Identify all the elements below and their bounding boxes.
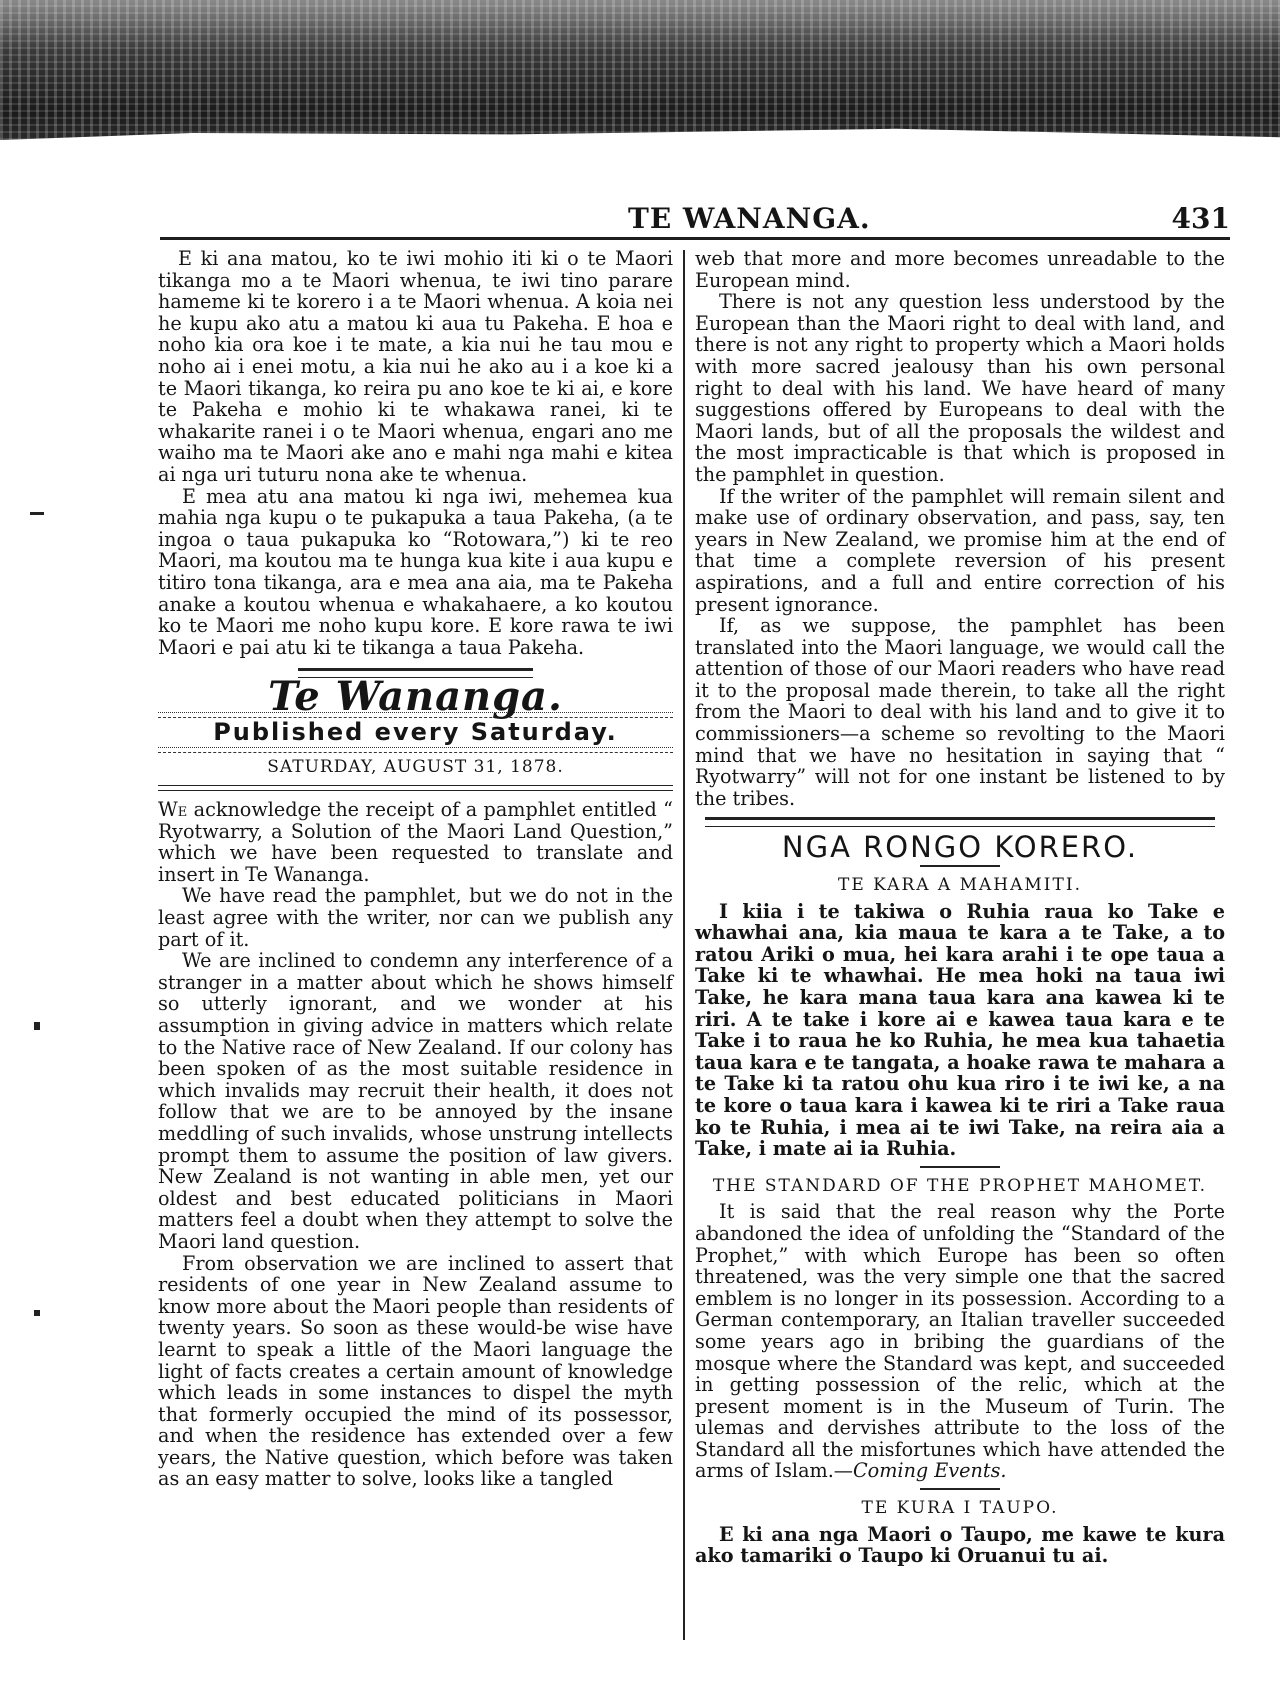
article-source: Coming Events. [853,1459,1007,1483]
article-heading: TE KURA I TAUPO. [861,1498,1059,1519]
margin-mark [30,512,44,515]
editorial-text: acknowledge the receipt of a pamphlet entitled “ Ryotwarry, a Solution of the Maori Land Question,” which we have been requested to translate and insert in Te Wananga. [158,798,673,886]
section-rule [705,817,1215,827]
double-rule [158,785,673,791]
maori-paragraph: E ki ana matou, ko te iwi mohio iti ki o te Maori tikanga mo a te Maori whenua, te iwi tino parare hameme ki te korero i a te Maori whenua. A koia nei he kupu ako atu a matou ki aua tu Pakeha. E hoa e noho kia ora koe i te mate, a kia nui he tau mou e noho ai i enei motu, a kia nui he ako au i a koe ki a te Maori tikanga, ko reira pu ano koe te ki ai, e kore te Pakeha e mohio ki te whakawa ranei, ki te whakarite ranei i o te Maori whenua, engari ano me waiho ma te Maori ake ano e mahi nga mahi e kitea ai nga uri tuturu nona ake te whenua. [158,247,673,486]
editorial-paragraph: web that more and more becomes unreadable to the European mind. [695,247,1225,292]
article-text: I kiia i te takiwa o Ruhia raua ko Take e whawhai ana, kia maua te kara a te Take, a to ratou Ariki o mua, hei kara arahi i te ope taua a Take ki te whawhai. He mea hoki na taua iwi Take, he kara mana taua kara ana kawea ki te riri. A te take i kore ai e kawea taua kara e te Take i to raua he ko Ruhia, he mea kua tahaetia taua kara e te tangata, a hoake rawa te mahara a te Take ki ta ratou ohu kua riro i te iwi ke, a na te kore o taua kara i kawea ki te riri a Take raua ko te Ruhia, i mea ai te iwi Take, na reira aia a Take, i mate ai ia Ruhia. [695,899,1225,1161]
margin-mark [34,1022,40,1030]
news-heading: NGA RONGO KORERO. [781,830,1139,865]
header-rule [160,237,1230,240]
column-divider [683,250,685,1640]
ornament-rule [920,865,1000,867]
scan-border [0,0,1280,140]
article-text [695,1201,1225,1482]
editorial-paragraph: If the writer of the pamphlet will remain silent and make use of ordinary observation, and pass, say, ten years in New Zealand, we promise him at the end of that time a complete reversion of his present aspirations, and a full and entire correction of his present ignorance. [695,484,1225,616]
editorial-paragraph [158,799,673,885]
left-column [158,248,673,1490]
dateline: SATURDAY, AUGUST 31, 1878. [267,757,564,778]
editorial-paragraph: There is not any question less understood by the European than the Maori right to deal with land, and there is not any right to property which a Maori holds with more sacred jealousy than his own personal right to deal with his land. We have heard of many suggestions offered by Europeans to deal with the Maori lands, but of all the proposals the wildest and the most impracticable is that which is proposed in the pamphlet in question. [695,290,1225,486]
article-body: It is said that the real reason why the Porte abandoned the idea of unfolding the “Standard of the Prophet,” with which Europe has been so often threatened, was the very simple one that the sacred emblem is no longer in its possession. According to a German contemporary, an Italian traveller succeeded some years ago in bribing the guardians of the mosque where the Standard was kept, and succeeded in getting possession of the relic, which at the present moment is in the Museum of Turin. The ulemas and dervishes attribute to the loss of the Standard all the misfortunes which have attended the arms of Islam.— [695,1200,1225,1483]
editorial-paragraph: If, as we suppose, the pamphlet has been translated into the Maori language, we would call the attention of those of our Maori readers who have read it to the proposal made therein, to take all the right from the Maori to deal with his land and to give it to commissioners—a scheme so revolting to the Maori mind that we have no hesitation in saying that “ Ryotwarry” will not for one instant be listened to by the tribes. [695,614,1225,810]
lead-word: We [158,798,188,822]
maori-paragraph: E mea atu ana matou ki nga iwi, mehemea kua mahia nga kupu o te pukapuka a taua Pakeha, (a te ingoa o taua pukapuka ko “Rotowara,”) ki te reo Maori, ma koutou ma te hunga kua kite i aua kupu e titiro tona tikanga, ara e mea ana aia, ma te Pakeha anake a koutou whenua e whakahaere, a ko koutou ko te Maori me noho kupu kore. E kore rawa te iwi Maori e pai atu ki te tikanga a taua Pakeha. [158,484,673,659]
editorial-paragraph: From observation we are inclined to assert that residents of one year in New Zealand assume to know more about the Maori people than residents of twenty years. So soon as these would-be wise have learnt to speak a little of the Maori language the light of facts creates a certain amount of knowledge which leads in some instances to dispel the myth that formerly occupied the mind of its possessor, and when the residence has extended over a few years, the Native question, which before was taken as an easy matter to solve, looks like a tangled [158,1251,673,1491]
masthead-rule [298,668,533,678]
article-text: E ki ana nga Maori o Taupo, me kawe te kura ako tamariki o Taupo ki Oruanui tu ai. [695,1522,1225,1568]
masthead-title: Te Wananga. [268,673,563,721]
page-header [160,200,1230,240]
running-title: TE WANANGA. [628,202,871,235]
editorial-paragraph: We have read the pamphlet, but we do not in the least agree with the writer, nor can we publish any part of it. [158,884,673,951]
ornament-rule [920,1166,1000,1168]
margin-mark [34,1310,40,1316]
masthead-subtitle: Published every Saturday. [213,717,618,746]
article-heading: THE STANDARD OF THE PROPHET MAHOMET. [712,1175,1208,1196]
editorial-paragraph: We are inclined to condemn any interference of a stranger in a matter about which he shows himself so utterly ignorant, and we wonder at his assumption in giving advice in matters which relate to the Native race of New Zealand. If our colony has been spoken of as the most suitable residence in which invalids may recruit their health, it does not follow that we are to be annoyed by the insane meddling of such invalids, whose unstrung intellects prompt them to assume the position of law givers. New Zealand is not wanting in able men, yet our oldest and best educated politicians in Maori matters feel a doubt when they attempt to solve the Maori land question. [158,949,673,1253]
ornamental-rule [158,747,673,753]
right-column [695,248,1225,1567]
page-number: 431 [1171,202,1230,235]
ornament-rule [920,1488,1000,1490]
article-heading: TE KARA A MAHAMITI. [838,875,1082,896]
